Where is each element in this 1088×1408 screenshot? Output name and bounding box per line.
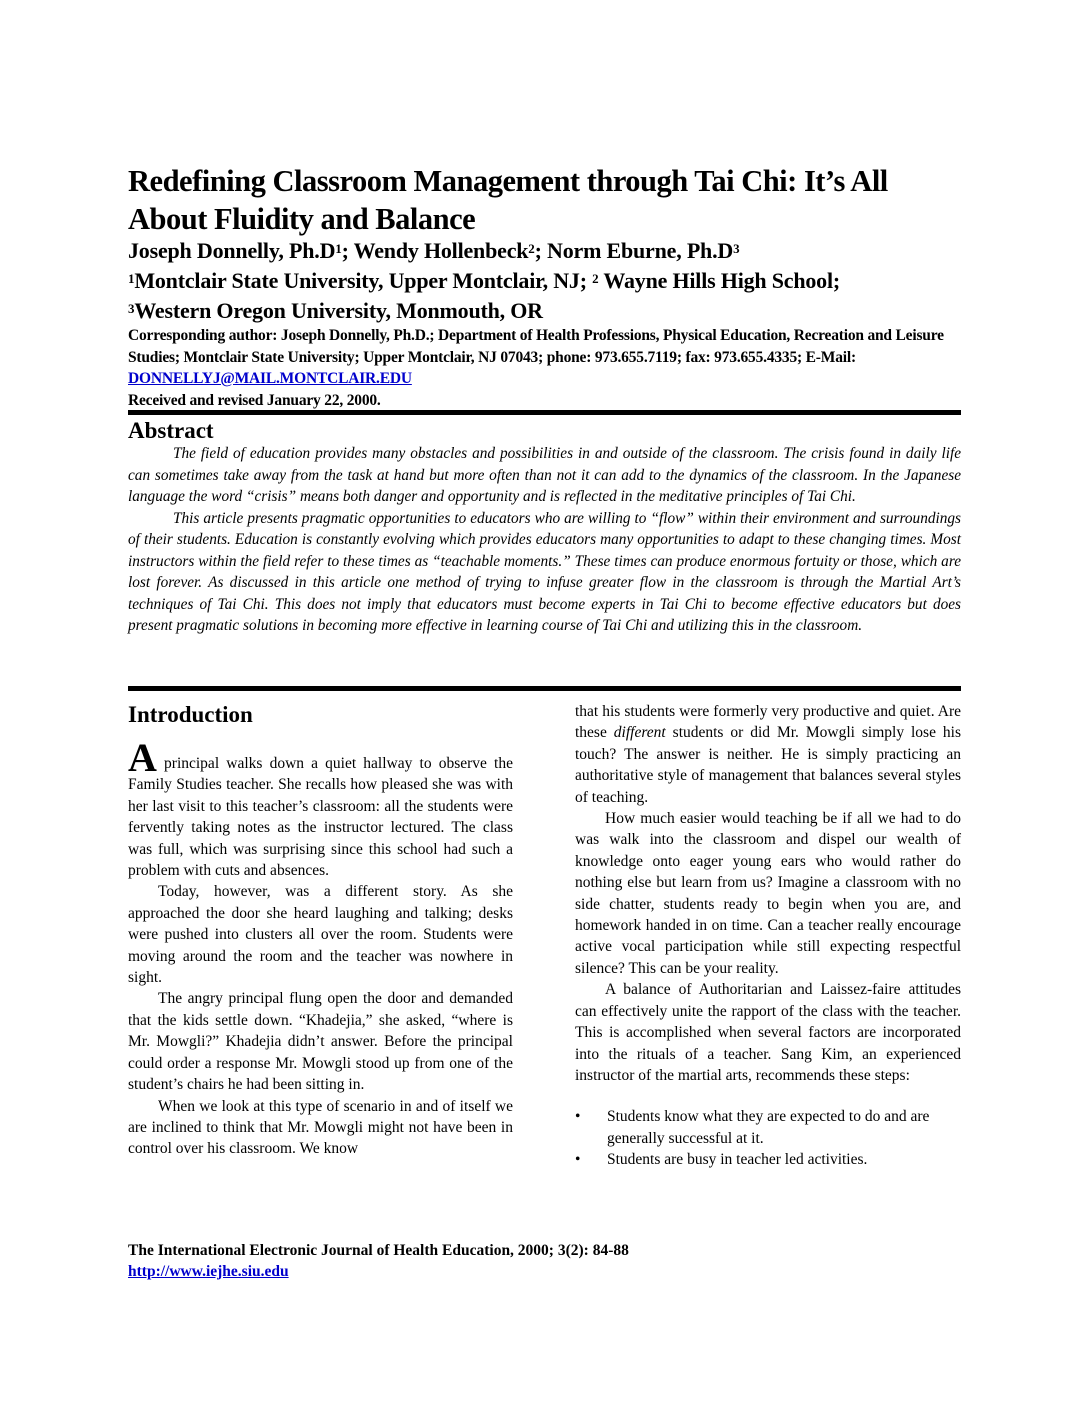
body-paragraph: When we look at this type of scenario in and of itself we are inclined to think that Mr. Mowgli might not have been in control over his classroom. We know bbox=[128, 1097, 513, 1158]
journal-citation: The International Electronic Journal of Health Education, 2000; 3(2): 84-88 bbox=[128, 1242, 629, 1259]
body-paragraph: A principal walks down a quiet hallway to observe the Family Studies teacher. She recalls how pleased she was with her last visit to this teacher’s classroom: all the students were fervently taking notes as the instructor lectured. The class was full, which was surprising since this school had such a problem with cuts and absences. bbox=[128, 735, 513, 880]
drop-cap: A bbox=[128, 735, 157, 780]
abstract-paragraph: The field of education provides many obstacles and possibilities in and outside of the classroom. The crisis found in daily life can sometimes take away from the task at hand but more often than not it can add to the dynamics of the classroom. In the Japanese language the word “crisis” means both danger and opportunity and is reflected in the meditative principles of Tai Chi. bbox=[128, 445, 961, 505]
author-1: Joseph Donnelly, Ph.D bbox=[128, 238, 336, 263]
affiliation-line-2: $^3$Western Oregon University, Monmouth, OR bbox=[128, 298, 543, 323]
abstract-paragraph: This article presents pragmatic opportunities to educators who are willing to “flow” within their environment and surroundings of their students. Education is constantly evolving which provides educators many opportunities to adapt to these changing times. Most instructors within the field refer to these times as “teachable moments.” These times can produce enormous fortuity or those, which are lost forever. As discussed in this article one method of trying to infuse greater flow in the classroom is through the Martial Art’s techniques of Tai Chi. This does not imply that educators must become experts in Tai Chi to become effective educators but does present pragmatic solutions in becoming more effective in learning course of Tai Chi and utilizing this in the classroom. bbox=[128, 509, 961, 634]
author-2-sup: 2 bbox=[528, 241, 535, 256]
body-paragraph: How much easier would teaching be if all we had to do was walk into the classroom and dispel our wealth of knowledge onto eager young ears who would rather do nothing else but learn from us? Imagine a classroom with no side chatter, students ready to begin when you are, and homework handed in on time. Can a teacher really encourage active vocal participation while still expecting respectful silence? This can be your reality. bbox=[575, 810, 961, 977]
email-link[interactable]: DONNELLYJ@MAIL.MONTCLAIR.EDU bbox=[128, 370, 412, 387]
body-paragraph: that his students were formerly very productive and quiet. Are these different students or did Mr. Mowgli simply lose his touch? The answer is neither. He is simply practicing an authoritative style of management that balances several styles of teaching. bbox=[575, 703, 961, 806]
divider-bottom bbox=[128, 686, 961, 691]
author-1-sup: 1 bbox=[335, 241, 342, 256]
left-column bbox=[128, 700, 513, 1160]
abstract-heading: Abstract bbox=[128, 418, 214, 443]
emphasis: different bbox=[613, 724, 666, 742]
body-paragraph: Today, however, was a different story. As she approached the door she heard laughing and talking; desks were pushed into clusters all over the room. Students were moving around the room and the teacher was nowhere in sight. bbox=[128, 883, 513, 987]
corresponding-author bbox=[128, 325, 961, 411]
list-item: • Students are busy in teacher led activities. bbox=[575, 1149, 961, 1170]
right-column bbox=[575, 701, 961, 1171]
author-line bbox=[128, 237, 739, 265]
introduction-heading: Introduction bbox=[128, 702, 253, 727]
body-paragraph: A balance of Authoritarian and Laissez-faire attitudes can effectively unite the rapport of the class with the teacher. This is accomplished when several factors are incorporated into the rituals of a teacher. Sang Kim, an experienced instructor of the martial arts, recommends these steps: bbox=[575, 981, 961, 1084]
author-2: ; Wendy Hollenbeck bbox=[341, 238, 529, 263]
author-3-sup: 3 bbox=[733, 241, 740, 256]
paper-title: Redefining Classroom Management through Tai Chi: It’s All About Fluidity and Balance bbox=[128, 164, 888, 236]
steps-list bbox=[575, 1106, 961, 1170]
divider-top bbox=[128, 410, 961, 415]
author-3: ; Norm Eburne, Ph.D bbox=[534, 238, 734, 263]
journal-url-link[interactable]: http://www.iejhe.siu.edu bbox=[128, 1263, 289, 1280]
list-item: • Students know what they are expected to do and are generally successful at it. bbox=[575, 1106, 961, 1149]
page-footer bbox=[128, 1240, 629, 1282]
received-date: Received and revised January 22, 2000. bbox=[128, 391, 381, 409]
corresponding-text: Corresponding author: Joseph Donnelly, Ph.D.; Department of Health Professions, Physical Education, Recreation and Leisure Studies; Montclair State University; Upper Montclair, NJ 07043; phone: 973.655.7119; fax: 973.655.4335; E-Mail: bbox=[128, 327, 944, 366]
abstract-body bbox=[128, 443, 961, 637]
body-paragraph: The angry principal flung open the door and demanded that the kids settle down. “Khadejia,” she asked, “where is Mr. Mowgli?” Khadejia didn’t answer. Before the principal could order a response Mr. Mowgli stood up from one of the student’s chairs he had been sitting in. bbox=[128, 990, 513, 1094]
affiliation-line-1: $^1$Montclair State University, Upper Montclair, NJ; $^2$ Wayne Hills High School; bbox=[128, 268, 841, 293]
affiliations bbox=[128, 266, 840, 326]
